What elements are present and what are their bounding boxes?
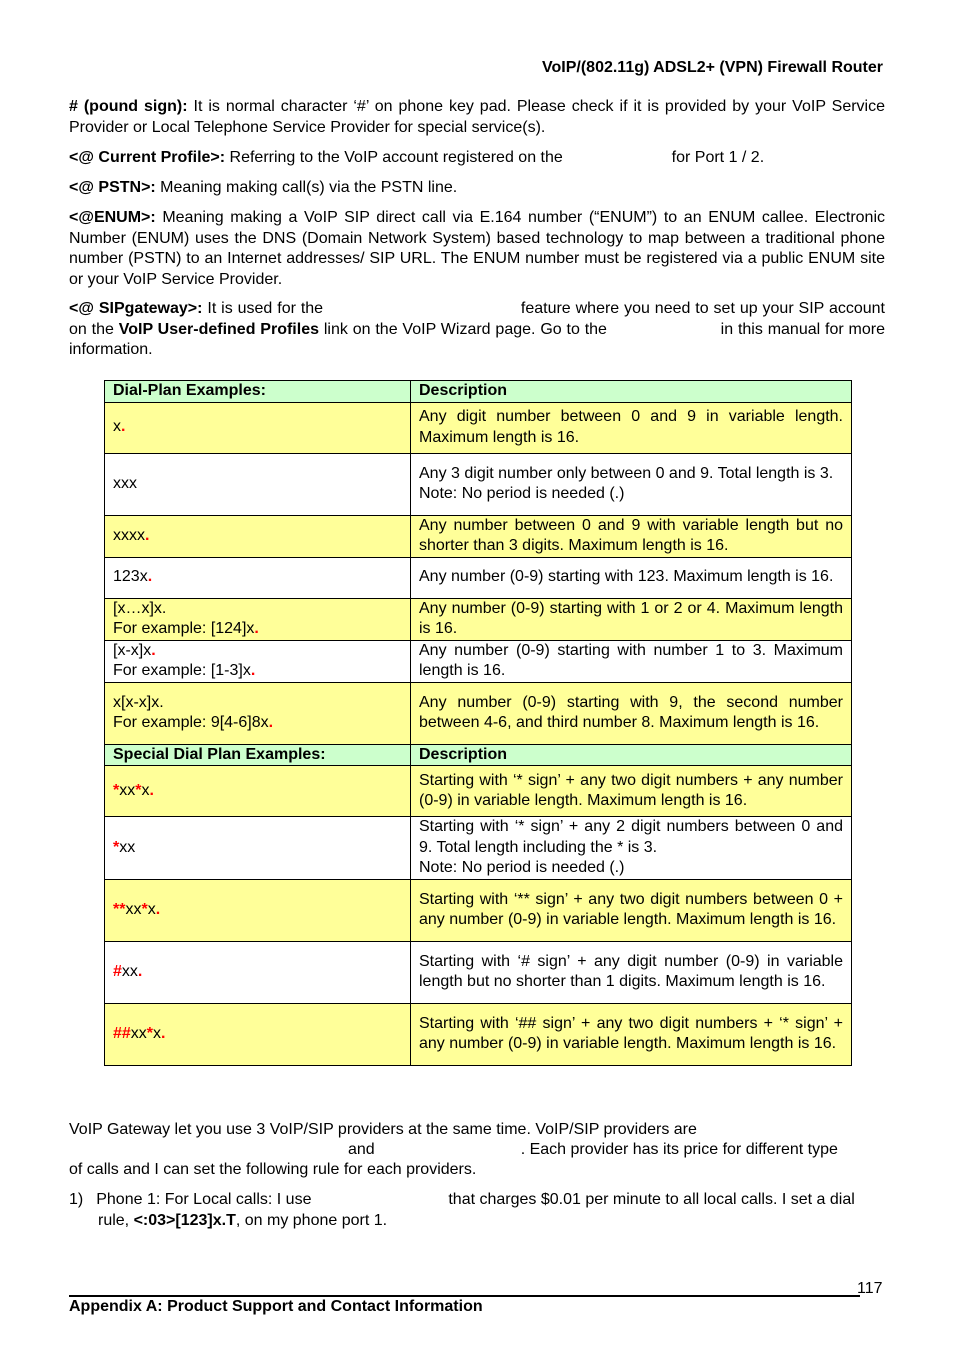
sipgateway-text-c: link on the VoIP Wizard page. Go to the — [319, 320, 612, 338]
enum-term: <@ENUM>: — [69, 209, 156, 226]
dial-plan-cell: xxx — [105, 453, 411, 515]
dial-plan-table — [104, 380, 852, 1066]
enum-paragraph — [69, 208, 885, 290]
table-header-row — [105, 381, 852, 403]
dial-plan-cell: *xx — [105, 817, 411, 880]
description-cell: Any number (0-9) starting with 123. Maximum length is 16. — [411, 557, 852, 598]
dial-plan-cell: xxxx. — [105, 515, 411, 557]
dial-plan-cell: 123x. — [105, 557, 411, 598]
table-header-cell: Special Dial Plan Examples: — [105, 744, 411, 766]
gateway-line2-end: . Each provider has its price for different type — [520, 1141, 838, 1158]
description-cell: Starting with ‘* sign’ + any 2 digit numbers between 0 and 9. Total length including the * is 3. Note: No period is needed (.) — [411, 817, 852, 880]
list-item: 1) Phone 1: For Local calls: I use that charges $0.01 per minute to all local calls. I set a dial rule, <:03>[123]x.T, on my phone port 1. — [69, 1191, 855, 1229]
sipgateway-bold-link: VoIP User-defined Profiles — [118, 320, 319, 338]
description-cell: Starting with ‘* sign’ + any two digit numbers + any number (0-9) in variable length. Maximum length is 16. — [411, 766, 852, 817]
table-row — [105, 598, 852, 640]
table-row — [105, 879, 852, 941]
page-number: 117 — [857, 1280, 883, 1297]
enum-text: Meaning making a VoIP SIP direct call via E.164 number (“ENUM”) to an ENUM callee. Electronic Number (ENUM) uses the DNS (Domain Network System) based technology to map between a traditional phone number (PSTN) to an Internet addresses/ SIP URL. The ENUM number must be registered via a public ENUM site or your VoIP Service Provider. — [69, 209, 885, 288]
dial-plan-cell: *xx*x. — [105, 766, 411, 817]
description-cell: Any digit number between 0 and 9 in variable length. Maximum length is 16. — [411, 402, 852, 453]
page-header-title: VoIP/(802.11g) ADSL2+ (VPN) Firewall Router — [542, 59, 883, 76]
dial-plan-cell: ##xx*x. — [105, 1003, 411, 1065]
footer-text: Appendix A: Product Support and Contact Information — [69, 1298, 483, 1315]
pound-sign-text: It is normal character ‘#’ on phone key pad. Please check if it is provided by your VoIP Service Provider or Local Telephone Service Provider for special service(s). — [69, 98, 886, 136]
sipgateway-text-a: It is used for the — [202, 300, 328, 317]
table-header-cell: Description — [411, 744, 852, 766]
pound-sign-paragraph — [69, 97, 885, 138]
dial-plan-cell: [x…x]x. For example: [124]x. — [105, 598, 411, 640]
table-row — [105, 640, 852, 682]
gateway-line1: VoIP Gateway let you use 3 VoIP/SIP providers at the same time. VoIP/SIP providers are — [69, 1121, 697, 1138]
description-cell: Any 3 digit number only between 0 and 9. Total length is 3. Note: No period is needed (.) — [411, 453, 852, 515]
table-row — [105, 557, 852, 598]
dial-plan-cell: #xx. — [105, 941, 411, 1003]
table-row — [105, 817, 852, 880]
description-cell: Any number (0-9) starting with 9, the second number between 4-6, and third number 8. Maximum length is 16. — [411, 682, 852, 744]
dial-plan-cell: x. — [105, 402, 411, 453]
current-profile-paragraph — [69, 148, 885, 169]
description-cell: Starting with ‘** sign’ + any two digit numbers between 0 + any number (0-9) in variable length. Maximum length is 16. — [411, 879, 852, 941]
pstn-text: Meaning making call(s) via the PSTN line. — [155, 179, 458, 196]
dial-plan-cell: [x-x]x. For example: [1-3]x. — [105, 640, 411, 682]
table-row — [105, 766, 852, 817]
description-cell: Any number between 0 and 9 with variable length but no shorter than 3 digits. Maximum length is 16. — [411, 515, 852, 557]
current-profile-text-a: Referring to the VoIP account registered on the — [225, 149, 568, 166]
pstn-term: <@ PSTN>: — [69, 179, 156, 196]
sipgateway-text-d: in this manual for more information. — [69, 320, 885, 358]
dial-rule-code: <:03>[123]x.T — [133, 1211, 236, 1229]
table-header-row — [105, 744, 852, 766]
description-cell: Starting with ‘## sign’ + any two digit numbers + ‘* sign’ + any number (0-9) in variable length. Maximum length is 16. — [411, 1003, 852, 1065]
gateway-line3: of calls and I can set the following rule for each providers. — [69, 1161, 477, 1178]
table-header-cell: Dial-Plan Examples: — [105, 381, 411, 403]
gateway-and: and — [348, 1141, 375, 1158]
table-header-cell: Description — [411, 381, 852, 403]
table-row — [105, 515, 852, 557]
description-cell: Any number (0-9) starting with 1 or 2 or 4. Maximum length is 16. — [411, 598, 852, 640]
sipgateway-text-b: feature where you need to set up your SIP account on the — [69, 300, 885, 338]
table-row — [105, 402, 852, 453]
table-row — [105, 941, 852, 1003]
current-profile-term: <@ Current Profile>: — [69, 149, 226, 166]
sipgateway-term: <@ SIPgateway>: — [69, 300, 203, 317]
table-row — [105, 1003, 852, 1065]
gateway-line2 — [69, 1140, 885, 1161]
description-cell: Starting with ‘# sign’ + any digit number (0-9) in variable length but no shorter than 1 digits. Maximum length is 16. — [411, 941, 852, 1003]
sipgateway-paragraph — [69, 299, 885, 361]
footer-divider — [69, 1295, 860, 1297]
dial-plan-cell: x[x-x]x. For example: 9[4-6]8x. — [105, 682, 411, 744]
dial-rule-list — [69, 1190, 885, 1231]
pound-sign-term: # (pound sign): — [69, 98, 188, 115]
table-row — [105, 453, 852, 515]
current-profile-text-b: for Port 1 / 2. — [667, 149, 765, 166]
pstn-paragraph — [69, 178, 885, 199]
gateway-paragraph — [69, 1120, 885, 1141]
list-number: 1) — [69, 1191, 84, 1208]
description-cell: Any number (0-9) starting with number 1 to 3. Maximum length is 16. — [411, 640, 852, 682]
table-row — [105, 682, 852, 744]
dial-plan-cell: **xx*x. — [105, 879, 411, 941]
